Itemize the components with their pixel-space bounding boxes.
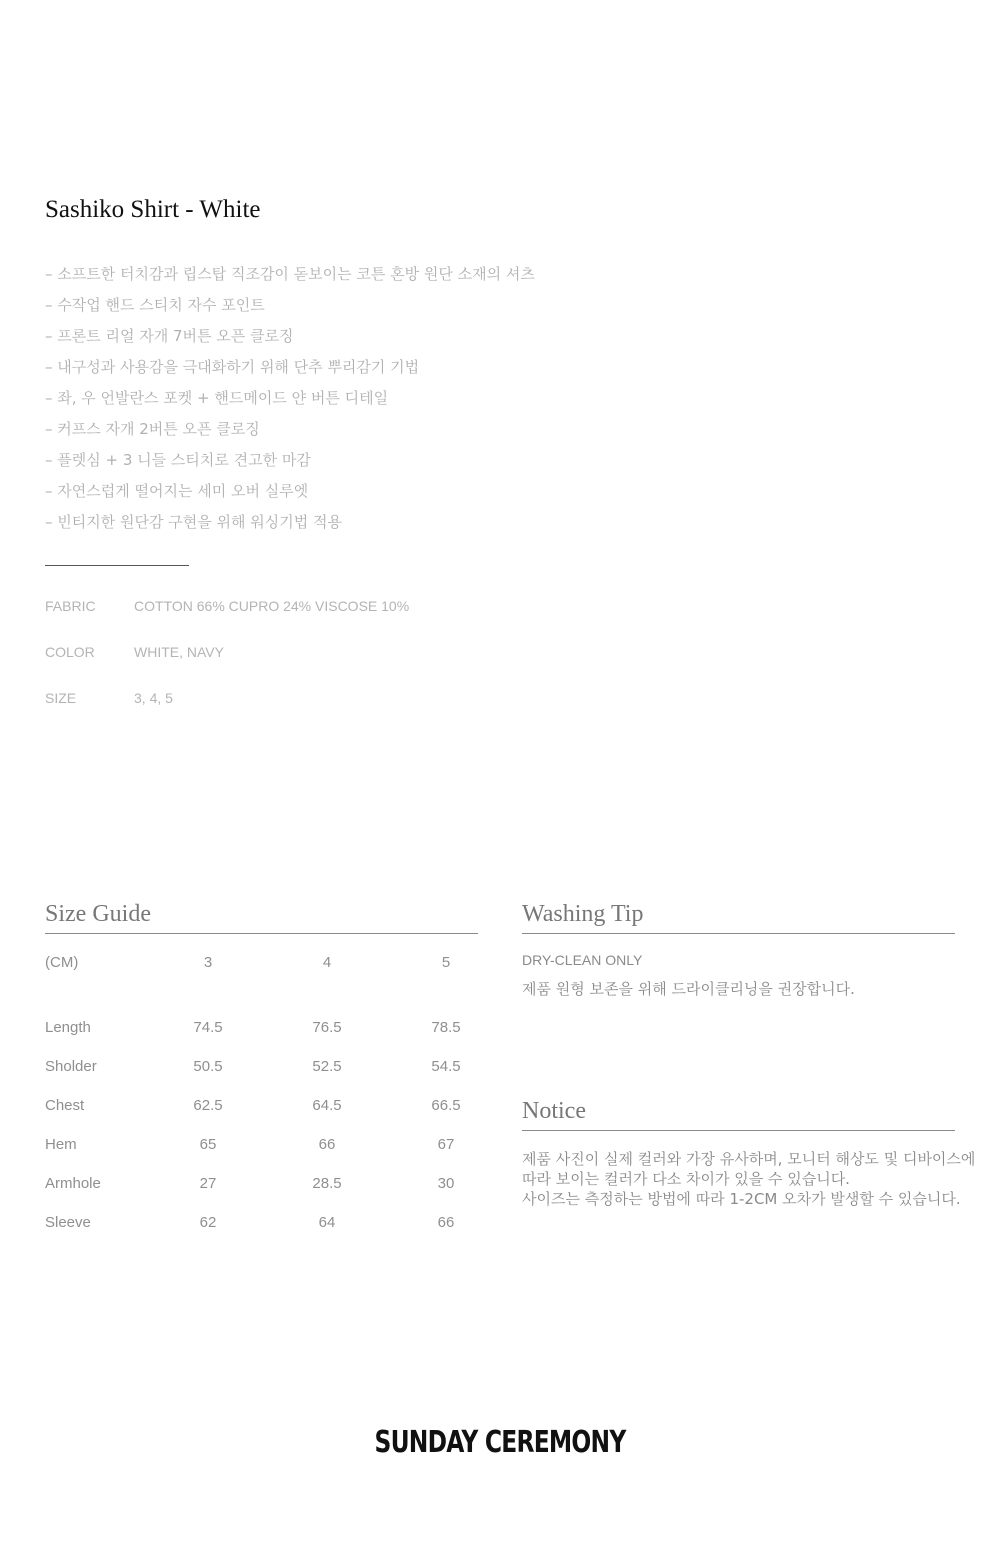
spec-value: COTTON 66% CUPRO 24% VISCOSE 10% [134,598,410,614]
measure-value: 65 [199,1136,217,1153]
measure-value: 64 [318,1214,336,1231]
section-divider [45,565,189,566]
measure-value: 76.5 [312,1019,342,1036]
table-row [45,1056,477,1080]
washing-tip-divider [522,933,955,934]
feature-item: – 내구성과 사용감을 극대화하기 위해 단추 뿌리감기 기법 [45,358,420,376]
measure-label: Sleeve [45,1214,91,1231]
measure-value: 28.5 [312,1175,342,1192]
washing-tip-heading: Washing Tip [522,901,644,927]
feature-item: – 커프스 자개 2버튼 오픈 클로징 [45,420,260,438]
measure-value: 50.5 [193,1058,223,1075]
size-table-header [45,952,477,976]
table-row [45,1134,477,1158]
measure-value: 78.5 [431,1019,461,1036]
table-row [45,1173,477,1197]
spec-value: 3, 4, 5 [134,690,173,706]
feature-item: – 소프트한 터치감과 립스탑 직조감이 돋보이는 코튼 혼방 원단 소재의 셔츠 [45,265,535,283]
measure-value: 67 [437,1136,455,1153]
measure-value: 27 [199,1175,217,1192]
notice-line: 따라 보이는 컬러가 다소 차이가 있을 수 있습니다. [522,1170,850,1188]
measure-value: 66 [437,1214,455,1231]
spec-label: FABRIC [45,598,96,614]
measure-value: 30 [437,1175,455,1192]
size-header: 5 [441,954,451,971]
feature-item: – 빈티지한 원단감 구현을 위해 워싱기법 적용 [45,513,342,531]
measure-label: Length [45,1019,91,1036]
measure-value: 64.5 [312,1097,342,1114]
feature-item: – 수작업 핸드 스티치 자수 포인트 [45,296,265,314]
washing-instruction: DRY-CLEAN ONLY [522,952,643,968]
table-row [45,1212,477,1236]
brand-logo: SUNDAY CEREMONY [374,1425,626,1460]
feature-item: – 플렛심 + 3 니들 스티치로 견고한 마감 [45,451,311,469]
notice-line: 사이즈는 측정하는 방법에 따라 1-2CM 오차가 발생할 수 있습니다. [522,1190,961,1208]
measure-label: Hem [45,1136,77,1153]
measure-value: 54.5 [431,1058,461,1075]
measure-label: Armhole [45,1175,101,1192]
notice-divider [522,1130,955,1131]
notice-text [522,1149,976,1209]
product-title: Sashiko Shirt - White [45,196,261,223]
table-row [45,1017,477,1041]
feature-list [45,262,535,541]
size-guide-divider [45,933,478,934]
table-row [45,1095,477,1119]
unit-label: (CM) [45,954,79,971]
measure-value: 62.5 [193,1097,223,1114]
notice-heading: Notice [522,1098,586,1124]
spec-label: COLOR [45,644,95,660]
measure-value: 74.5 [193,1019,223,1036]
measure-value: 52.5 [312,1058,342,1075]
measure-label: Sholder [45,1058,97,1075]
feature-item: – 자연스럽게 떨어지는 세미 오버 실루엣 [45,482,309,500]
feature-item: – 프론트 리얼 자개 7버튼 오픈 클로징 [45,327,294,345]
spec-label: SIZE [45,690,77,706]
size-header: 4 [322,954,332,971]
notice-line: 제품 사진이 실제 컬러와 가장 유사하며, 모니터 해상도 및 디바이스에 [522,1150,976,1168]
measure-label: Chest [45,1097,85,1114]
spec-value: WHITE, NAVY [134,644,224,660]
measure-value: 66.5 [431,1097,461,1114]
measure-value: 66 [318,1136,336,1153]
measure-value: 62 [199,1214,217,1231]
size-header: 3 [203,954,213,971]
washing-note: 제품 원형 보존을 위해 드라이클리닝을 권장합니다. [522,980,855,998]
size-guide-heading: Size Guide [45,901,151,927]
feature-item: – 좌, 우 언발란스 포켓 + 핸드메이드 얀 버튼 디테일 [45,389,389,407]
